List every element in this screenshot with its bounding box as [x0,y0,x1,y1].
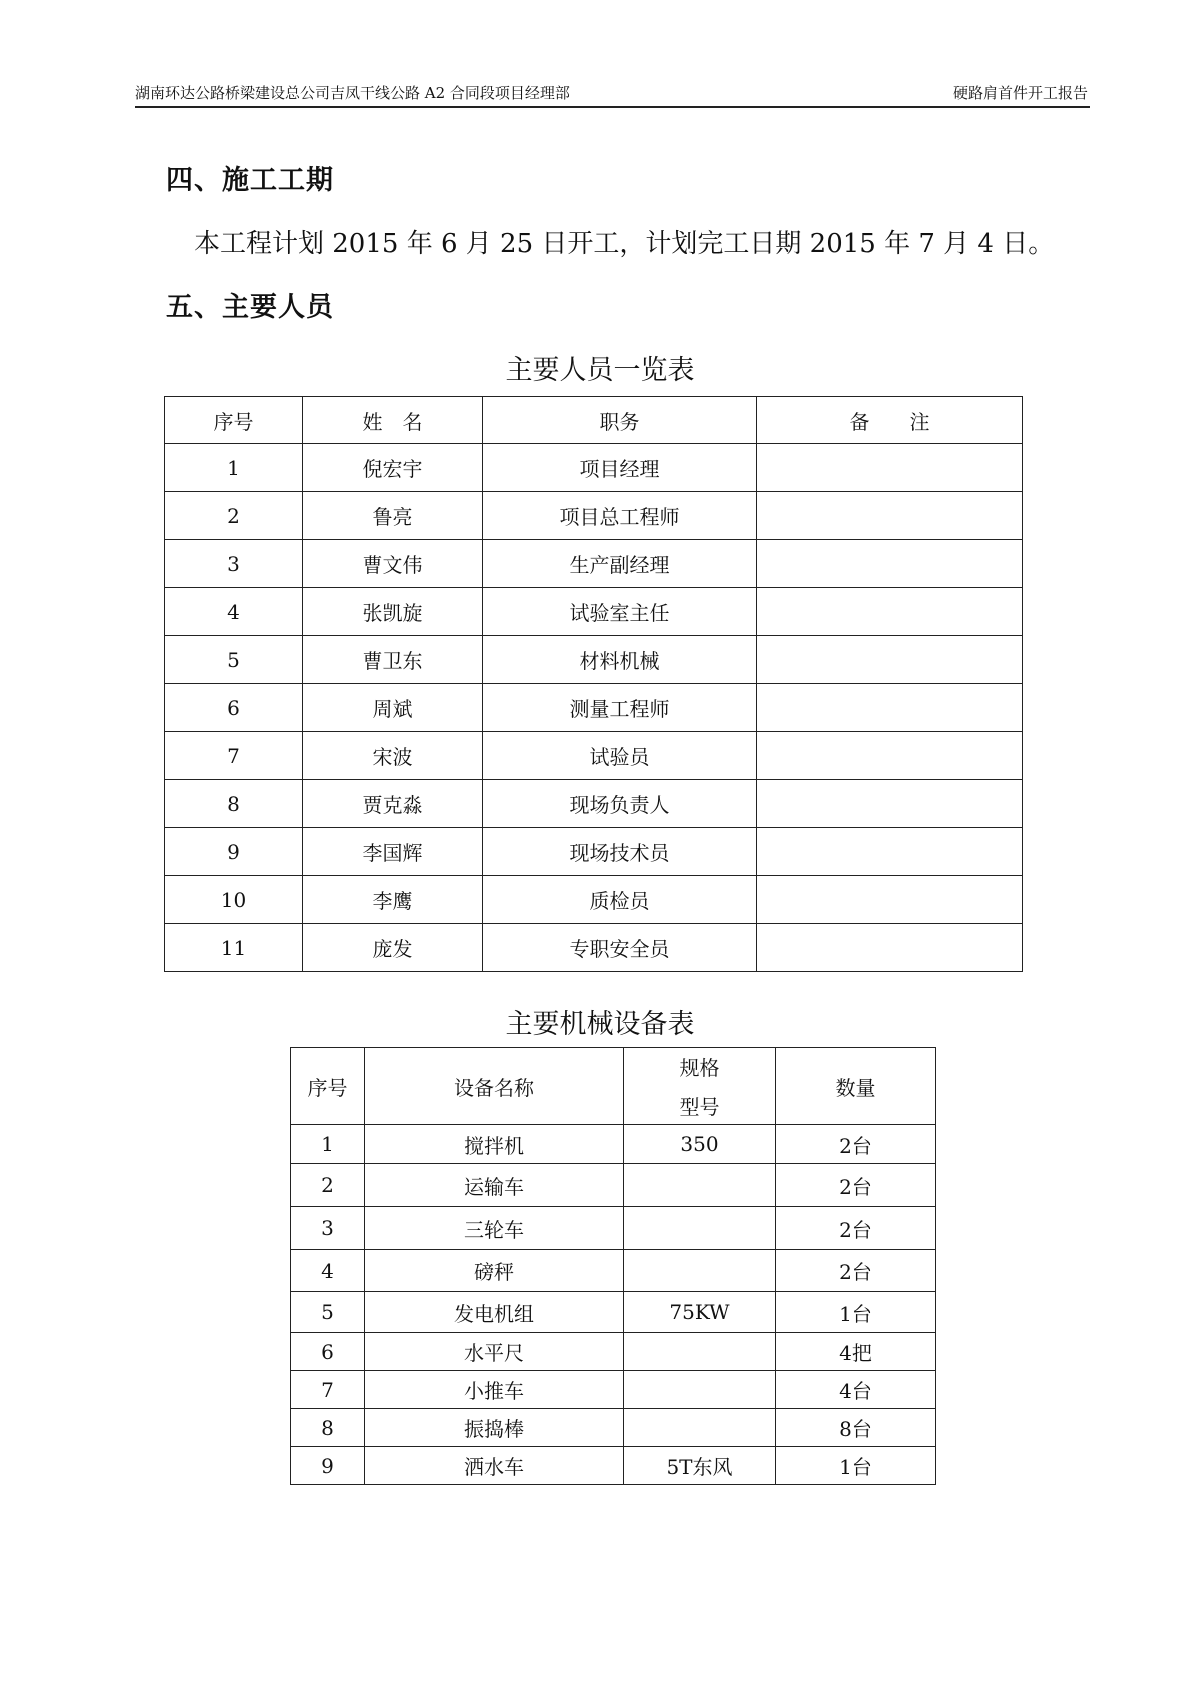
section-4-heading: 四、施工工期 [166,165,334,196]
staff-cell [757,924,1023,972]
equipment-cell: 4把 [776,1333,936,1371]
equipment-cell: 2台 [776,1207,936,1250]
staff-table-title: 主要人员一览表 [505,355,695,386]
staff-cell: 测量工程师 [483,684,757,732]
staff-cell: 现场负责人 [483,780,757,828]
equipment-cell [624,1409,776,1447]
table-row [165,780,1023,828]
equipment-cell: 搅拌机 [365,1125,624,1164]
staff-cell [757,684,1023,732]
equipment-cell: 运输车 [365,1164,624,1207]
equipment-header-name: 设备名称 [365,1048,624,1125]
staff-cell: 试验室主任 [483,588,757,636]
staff-cell: 6 [165,684,303,732]
equipment-cell: 4 [291,1250,365,1292]
staff-cell [757,588,1023,636]
staff-table-header-row [165,397,1023,444]
table-row [291,1164,936,1207]
header-doc-title: 硬路肩首件开工报告 [952,84,1088,102]
equipment-cell: 350 [624,1125,776,1164]
staff-cell: 现场技术员 [483,828,757,876]
staff-cell [757,732,1023,780]
staff-cell: 曹文伟 [303,540,483,588]
table-row [165,828,1023,876]
staff-cell: 倪宏宇 [303,444,483,492]
staff-cell [757,780,1023,828]
equipment-cell [624,1250,776,1292]
equipment-cell: 9 [291,1447,365,1485]
staff-cell [757,876,1023,924]
equipment-header-no: 序号 [291,1048,365,1125]
equipment-table [290,1047,936,1485]
table-row [165,492,1023,540]
staff-cell: 10 [165,876,303,924]
table-row [291,1292,936,1333]
equipment-cell: 水平尺 [365,1333,624,1371]
staff-cell: 宋波 [303,732,483,780]
section-4-text: 本工程计划 2015 年 6 月 25 日开工，计划完工日期 2015 年 7 月 4 日。 [194,229,1055,259]
staff-cell: 4 [165,588,303,636]
staff-header-1: 姓 名 [303,397,483,444]
table-row [165,684,1023,732]
equipment-cell: 3 [291,1207,365,1250]
table-row [165,636,1023,684]
staff-cell: 周斌 [303,684,483,732]
staff-cell: 1 [165,444,303,492]
staff-cell: 项目总工程师 [483,492,757,540]
equipment-cell [624,1207,776,1250]
table-row [165,732,1023,780]
staff-cell: 7 [165,732,303,780]
equipment-cell: 5 [291,1292,365,1333]
table-row [165,540,1023,588]
equipment-cell: 5T东风 [624,1447,776,1485]
table-row [165,924,1023,972]
table-row [165,588,1023,636]
table-row [291,1207,936,1250]
equipment-cell: 2台 [776,1164,936,1207]
staff-cell: 11 [165,924,303,972]
equipment-cell [624,1371,776,1409]
equipment-cell: 小推车 [365,1371,624,1409]
staff-cell: 生产副经理 [483,540,757,588]
staff-cell: 贾克淼 [303,780,483,828]
table-row [291,1447,936,1485]
table-row [165,876,1023,924]
staff-header-2: 职务 [483,397,757,444]
equipment-cell: 2 [291,1164,365,1207]
equipment-cell [624,1333,776,1371]
equipment-header-qty: 数量 [776,1048,936,1125]
table-row [291,1371,936,1409]
staff-cell [757,540,1023,588]
equipment-cell: 三轮车 [365,1207,624,1250]
table-row [291,1409,936,1447]
equipment-cell: 8 [291,1409,365,1447]
equipment-header-spec [624,1048,776,1125]
equipment-header-spec-bottom: 型号 [679,1095,720,1119]
table-row [291,1125,936,1164]
table-row [291,1333,936,1371]
staff-cell: 李国辉 [303,828,483,876]
equipment-cell: 4台 [776,1371,936,1409]
staff-cell: 鲁亮 [303,492,483,540]
staff-cell: 8 [165,780,303,828]
equipment-cell: 洒水车 [365,1447,624,1485]
equipment-table-title: 主要机械设备表 [505,1009,695,1040]
staff-cell [757,444,1023,492]
staff-cell: 专职安全员 [483,924,757,972]
header-company: 湖南环达公路桥梁建设总公司吉凤干线公路 A2 合同段项目经理部 [135,84,570,102]
staff-cell: 试验员 [483,732,757,780]
equipment-cell: 1 [291,1125,365,1164]
staff-cell: 曹卫东 [303,636,483,684]
staff-cell: 5 [165,636,303,684]
equipment-cell: 2台 [776,1125,936,1164]
equipment-cell: 7 [291,1371,365,1409]
staff-header-0: 序号 [165,397,303,444]
equipment-header-spec-top: 规格 [679,1056,720,1080]
staff-header-3: 备 注 [757,397,1023,444]
staff-cell: 2 [165,492,303,540]
table-row [165,444,1023,492]
equipment-cell: 6 [291,1333,365,1371]
staff-cell: 质检员 [483,876,757,924]
section-5-heading: 五、主要人员 [166,292,334,323]
equipment-cell: 75KW [624,1292,776,1333]
staff-cell: 李鹰 [303,876,483,924]
staff-cell: 项目经理 [483,444,757,492]
equipment-cell: 8台 [776,1409,936,1447]
staff-cell: 3 [165,540,303,588]
equipment-cell: 1台 [776,1447,936,1485]
equipment-cell [624,1164,776,1207]
staff-cell [757,828,1023,876]
equipment-cell: 发电机组 [365,1292,624,1333]
table-row [291,1250,936,1292]
equipment-cell: 2台 [776,1250,936,1292]
staff-cell [757,492,1023,540]
staff-cell [757,636,1023,684]
equipment-cell: 振捣棒 [365,1409,624,1447]
equipment-cell: 1台 [776,1292,936,1333]
equipment-table-header-row [291,1048,936,1125]
page-header [135,82,1090,108]
staff-cell: 9 [165,828,303,876]
staff-table [164,396,1023,972]
staff-cell: 庞发 [303,924,483,972]
staff-cell: 张凯旋 [303,588,483,636]
staff-cell: 材料机械 [483,636,757,684]
equipment-cell: 磅秤 [365,1250,624,1292]
